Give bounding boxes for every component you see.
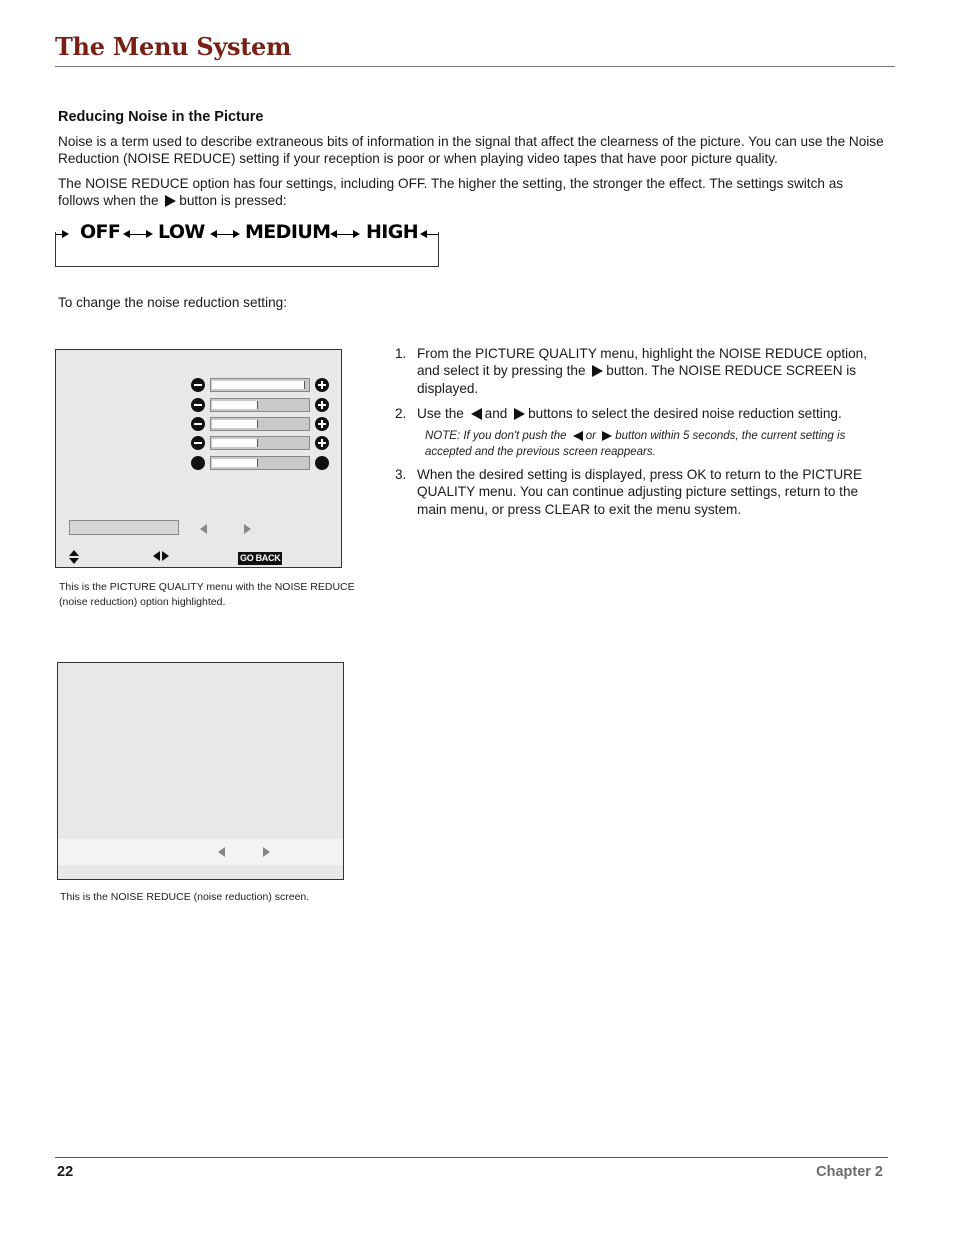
right-arrow-icon bbox=[602, 431, 612, 441]
slider-fill bbox=[212, 459, 258, 467]
slider bbox=[210, 456, 310, 470]
step-2-text-after: buttons to select the desired noise reduction setting. bbox=[528, 405, 842, 421]
left-right-icon bbox=[153, 551, 169, 561]
left-arrowhead-icon bbox=[123, 230, 130, 238]
screen1-caption: This is the PICTURE QUALITY menu with the NOISE REDUCE (noise reduction) option highlighted. bbox=[59, 581, 355, 608]
step-1 bbox=[395, 345, 890, 397]
left-arrow-icon bbox=[200, 524, 207, 534]
para2-text-after: button is pressed: bbox=[179, 193, 287, 209]
right-arrowhead-icon bbox=[353, 230, 360, 238]
note-text-before: NOTE: If you don't push the bbox=[425, 430, 567, 443]
cycle-setting-high: HIGH bbox=[366, 221, 419, 243]
right-arrow-icon bbox=[263, 847, 270, 857]
screen2-caption: This is the NOISE REDUCE (noise reduction) screen. bbox=[60, 891, 310, 903]
right-arrow-icon bbox=[244, 524, 251, 534]
para2-text-before: The NOISE REDUCE option has four settings, including OFF. The higher the setting, the stronger the effect. The settings switch as follows when the bbox=[58, 176, 844, 209]
plus-icon bbox=[315, 417, 329, 431]
settings-paragraph bbox=[58, 175, 888, 210]
minus-icon bbox=[191, 398, 205, 412]
slider bbox=[210, 436, 310, 450]
cycle-setting-low: LOW bbox=[158, 221, 205, 243]
dot-icon bbox=[191, 456, 205, 470]
minus-icon bbox=[191, 436, 205, 450]
left-arrowhead-icon bbox=[210, 230, 217, 238]
left-arrow-icon bbox=[471, 408, 482, 420]
plus-icon bbox=[315, 398, 329, 412]
cycle-arrow-line bbox=[425, 234, 439, 235]
up-down-icon bbox=[69, 550, 79, 564]
go-back-label: GO BACK bbox=[240, 553, 281, 563]
steps-list bbox=[395, 345, 890, 526]
note-text-after: button within 5 seconds, the current setting is accepted and the previous screen reappears. bbox=[425, 430, 846, 459]
left-arrowhead-icon bbox=[330, 230, 337, 238]
slider-fill bbox=[212, 401, 258, 409]
page-title: The Menu System bbox=[55, 32, 292, 61]
instruction-intro: To change the noise reduction setting: bbox=[58, 295, 287, 310]
right-arrowhead-icon bbox=[233, 230, 240, 238]
page-number: 22 bbox=[57, 1164, 74, 1180]
step-3 bbox=[395, 466, 890, 518]
plus-icon bbox=[315, 378, 329, 392]
right-arrow-icon bbox=[592, 365, 603, 377]
left-arrow-icon bbox=[573, 431, 583, 441]
right-arrowhead-icon bbox=[146, 230, 153, 238]
footer-rule bbox=[55, 1157, 888, 1158]
note bbox=[395, 428, 890, 460]
title-rule bbox=[55, 66, 895, 67]
slider-fill bbox=[212, 381, 305, 389]
right-arrow-icon bbox=[514, 408, 525, 420]
step-3-text: When the desired setting is displayed, press OK to return to the PICTURE QUALITY menu. You can continue adjusting picture settings, return to the main menu, or press CLEAR to exit the menu system. bbox=[417, 467, 863, 517]
minus-icon bbox=[191, 417, 205, 431]
slider-fill bbox=[212, 439, 258, 447]
step-number: 1. bbox=[395, 346, 407, 361]
step-1-text-before: From the PICTURE QUALITY menu, highlight the NOISE REDUCE option, and select it by pressing the bbox=[417, 346, 868, 379]
step-2-text-mid: and bbox=[484, 405, 508, 421]
noise-reduce-setting-band bbox=[58, 839, 343, 865]
cycle-setting-medium: MEDIUM bbox=[245, 221, 331, 243]
minus-icon bbox=[191, 378, 205, 392]
slider bbox=[210, 398, 310, 412]
plus-icon bbox=[315, 436, 329, 450]
chapter-label: Chapter 2 bbox=[816, 1164, 883, 1180]
section-heading: Reducing Noise in the Picture bbox=[58, 109, 264, 125]
right-arrow-icon bbox=[165, 195, 176, 207]
picture-quality-menu-screen bbox=[55, 349, 342, 568]
cycle-setting-off: OFF bbox=[80, 221, 121, 243]
dot-icon bbox=[315, 456, 329, 470]
slider-fill bbox=[212, 420, 258, 428]
step-2-text-before: Use the bbox=[417, 405, 464, 421]
slider bbox=[210, 378, 310, 392]
noise-reduce-screen bbox=[57, 662, 344, 880]
left-arrow-icon bbox=[218, 847, 225, 857]
step-1-text-after: button. The NOISE REDUCE SCREEN is displayed. bbox=[417, 363, 857, 396]
step-2 bbox=[395, 405, 890, 422]
right-arrowhead-icon bbox=[62, 230, 69, 238]
intro-paragraph: Noise is a term used to describe extraneous bits of information in the signal that affect the clearness of the picture. You can use the Noise Reduction (NOISE REDUCE) setting if your reception is poor or when playing video tapes that have poor picture quality. bbox=[58, 134, 884, 167]
step-number: 3. bbox=[395, 467, 407, 483]
noise-reduce-option-highlight bbox=[69, 520, 179, 535]
note-text-mid: or bbox=[585, 430, 596, 443]
step-number: 2. bbox=[395, 405, 407, 421]
slider bbox=[210, 417, 310, 431]
